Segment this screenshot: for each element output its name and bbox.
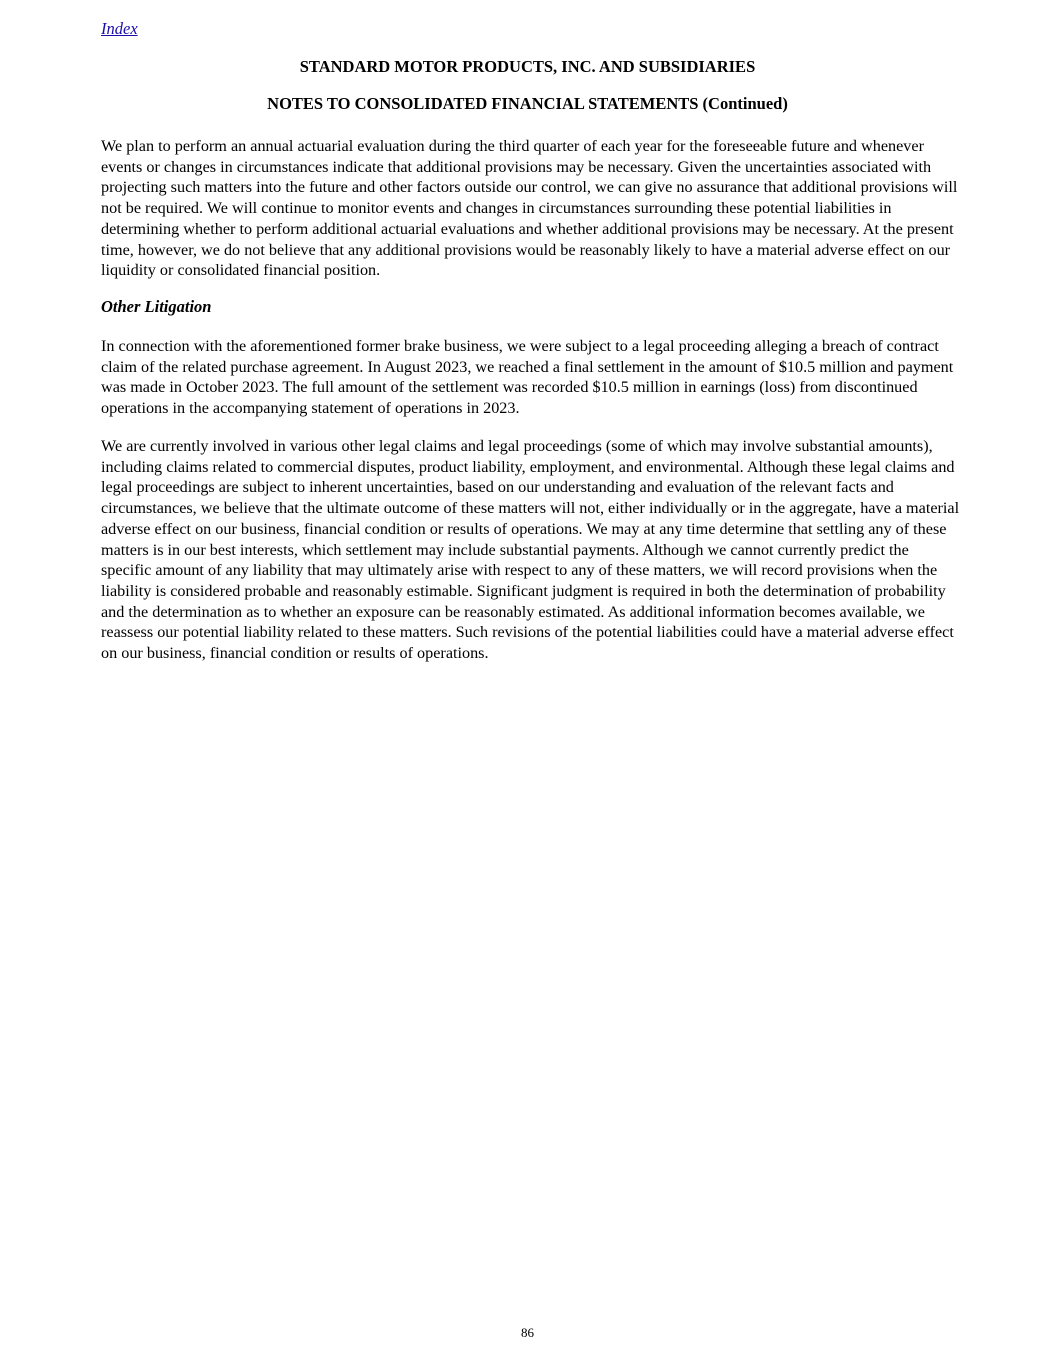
page-number: 86 xyxy=(521,1325,534,1340)
subheading-other-litigation: Other Litigation xyxy=(101,297,212,316)
paragraph-other-legal-claims: We are currently involved in various other legal claims and legal proceedings (some of which may involve substantial amounts), including claims related to commercial disputes, product liability, employment, and environmental. Although these legal claims and legal proceedings are subject to inherent uncertainties, based on our understanding and evaluation of the relevant facts and circumstances, we believe that the ultimate outcome of these matters will not, either individually or in the aggregate, have a material adverse effect on our business, financial condition or results of operations. We may at any time determine that settling any of these matters is in our best interests, which settlement may include substantial payments. Although we cannot currently predict the specific amount of any liability that may ultimately arise with respect to any of these matters, we will record provisions when the liability is considered probable and reasonably estimable. Significant judgment is required in both the determination of probability and the determination as to whether an exposure can be reasonably estimated. As additional information becomes available, we reassess our potential liability related to these matters. Such revisions of the potential liabilities could have a material adverse effect on our business, financial condition or results of operations. xyxy=(101,437,960,663)
paragraph-brake-business-settlement: In connection with the aforementioned former brake business, we were subject to a legal proceeding alleging a breach of contract claim of the related purchase agreement. In August 2023, we reached a final settlement in the amount of $10.5 million and payment was made in October 2023. The full amount of the settlement was recorded $10.5 million in earnings (loss) from discontinued operations in the accompanying statement of operations in 2023. xyxy=(101,337,954,418)
company-title: STANDARD MOTOR PRODUCTS, INC. AND SUBSIDIARIES xyxy=(299,57,756,76)
paragraph-actuarial-evaluation: We plan to perform an annual actuarial evaluation during the third quarter of each year for the foreseeable future and whenever events or changes in circumstances indicate that additional provisions may be necessary. Given the uncertainties associated with projecting such matters into the future and other factors outside our control, we can give no assurance that additional provisions will not be required. We will continue to monitor events and changes in circumstances surrounding these potential liabilities in determining whether to perform additional actuarial evaluations and whether additional provisions may be necessary. At the present time, however, we do not believe that any additional provisions would be reasonably likely to have a material adverse effect on our liquidity or consolidated financial position. xyxy=(101,137,958,280)
index-link[interactable]: Index xyxy=(101,19,138,38)
section-title: NOTES TO CONSOLIDATED FINANCIAL STATEMENTS (Continued) xyxy=(267,94,788,113)
